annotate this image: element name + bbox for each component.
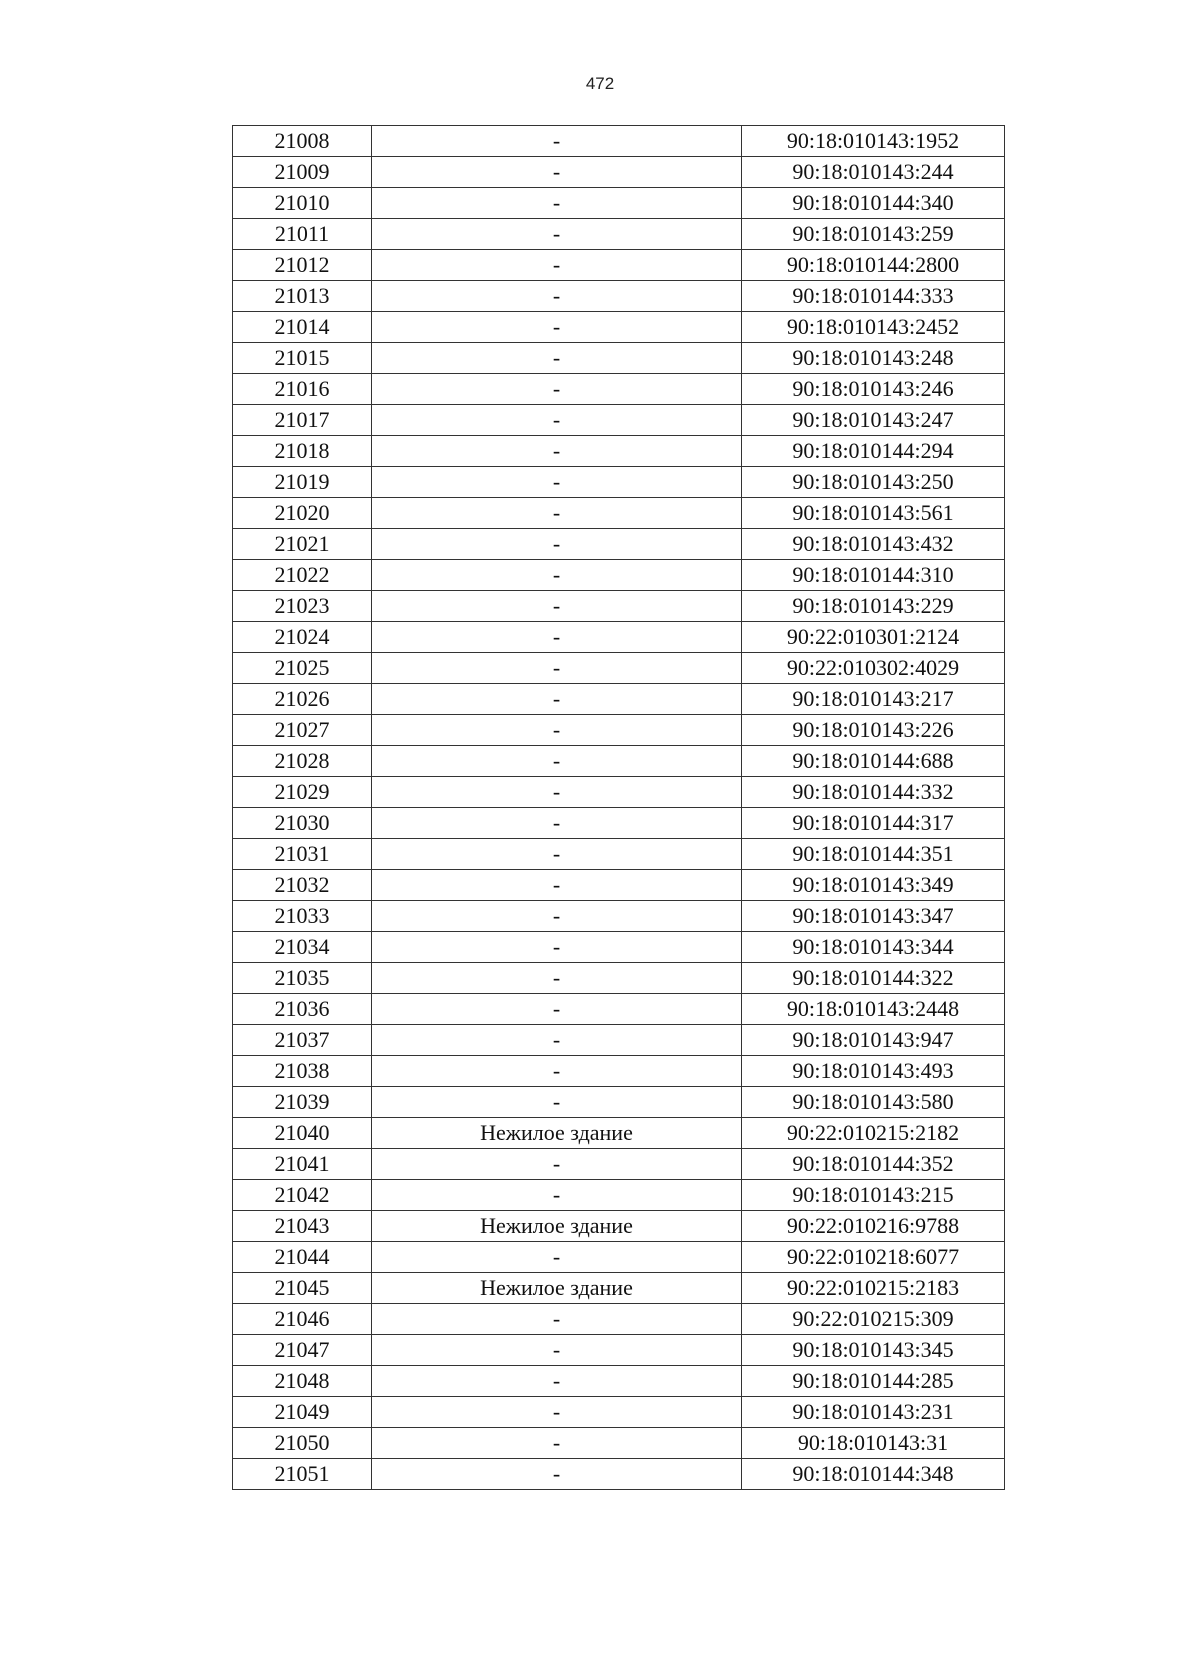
table-row <box>233 250 1005 281</box>
object-type-cell: - <box>372 746 742 777</box>
row-number-cell: 21014 <box>233 312 372 343</box>
cadastral-number-cell: 90:18:010143:247 <box>742 405 1005 436</box>
object-type-cell: - <box>372 250 742 281</box>
table-row <box>233 1242 1005 1273</box>
table-row <box>233 157 1005 188</box>
cadastral-number-cell: 90:18:010144:332 <box>742 777 1005 808</box>
object-type-cell: - <box>372 1428 742 1459</box>
table-row <box>233 1180 1005 1211</box>
object-type-cell: Нежилое здание <box>372 1211 742 1242</box>
cadastral-number-cell: 90:18:010144:322 <box>742 963 1005 994</box>
row-number-cell: 21030 <box>233 808 372 839</box>
cadastral-number-cell: 90:18:010144:348 <box>742 1459 1005 1490</box>
row-number-cell: 21008 <box>233 126 372 157</box>
row-number-cell: 21016 <box>233 374 372 405</box>
table-row <box>233 808 1005 839</box>
object-type-cell: - <box>372 994 742 1025</box>
cadastral-number-cell: 90:18:010143:947 <box>742 1025 1005 1056</box>
row-number-cell: 21039 <box>233 1087 372 1118</box>
table-row <box>233 684 1005 715</box>
cadastral-number-cell: 90:18:010144:285 <box>742 1366 1005 1397</box>
row-number-cell: 21038 <box>233 1056 372 1087</box>
row-number-cell: 21009 <box>233 157 372 188</box>
object-type-cell: - <box>372 1366 742 1397</box>
object-type-cell: - <box>372 1304 742 1335</box>
object-type-cell: - <box>372 1087 742 1118</box>
table-row <box>233 1366 1005 1397</box>
row-number-cell: 21021 <box>233 529 372 560</box>
object-type-cell: - <box>372 870 742 901</box>
table-row <box>233 777 1005 808</box>
table-row <box>233 963 1005 994</box>
row-number-cell: 21013 <box>233 281 372 312</box>
object-type-cell: - <box>372 1335 742 1366</box>
object-type-cell: - <box>372 312 742 343</box>
row-number-cell: 21042 <box>233 1180 372 1211</box>
object-type-cell: - <box>372 281 742 312</box>
cadastral-number-cell: 90:18:010143:31 <box>742 1428 1005 1459</box>
object-type-cell: - <box>372 405 742 436</box>
cadastral-number-cell: 90:18:010144:688 <box>742 746 1005 777</box>
object-type-cell: - <box>372 436 742 467</box>
table-row <box>233 126 1005 157</box>
object-type-cell: - <box>372 157 742 188</box>
cadastral-number-cell: 90:18:010143:580 <box>742 1087 1005 1118</box>
object-type-cell: - <box>372 219 742 250</box>
object-type-cell: - <box>372 777 742 808</box>
row-number-cell: 21033 <box>233 901 372 932</box>
row-number-cell: 21024 <box>233 622 372 653</box>
table-row <box>233 436 1005 467</box>
object-type-cell: - <box>372 1180 742 1211</box>
object-type-cell: Нежилое здание <box>372 1273 742 1304</box>
object-type-cell: - <box>372 901 742 932</box>
row-number-cell: 21012 <box>233 250 372 281</box>
row-number-cell: 21023 <box>233 591 372 622</box>
row-number-cell: 21031 <box>233 839 372 870</box>
cadastral-number-cell: 90:18:010143:344 <box>742 932 1005 963</box>
table-row <box>233 901 1005 932</box>
row-number-cell: 21028 <box>233 746 372 777</box>
cadastral-number-cell: 90:18:010144:351 <box>742 839 1005 870</box>
table-row <box>233 374 1005 405</box>
row-number-cell: 21035 <box>233 963 372 994</box>
row-number-cell: 21020 <box>233 498 372 529</box>
table-row <box>233 405 1005 436</box>
row-number-cell: 21040 <box>233 1118 372 1149</box>
row-number-cell: 21015 <box>233 343 372 374</box>
table-row <box>233 498 1005 529</box>
object-type-cell: - <box>372 1459 742 1490</box>
table-row <box>233 839 1005 870</box>
table-row <box>233 312 1005 343</box>
row-number-cell: 21045 <box>233 1273 372 1304</box>
cadastral-number-cell: 90:18:010143:1952 <box>742 126 1005 157</box>
table-row <box>233 343 1005 374</box>
cadastral-number-cell: 90:22:010215:2182 <box>742 1118 1005 1149</box>
table-row <box>233 932 1005 963</box>
row-number-cell: 21048 <box>233 1366 372 1397</box>
table-row <box>233 467 1005 498</box>
row-number-cell: 21036 <box>233 994 372 1025</box>
cadastral-number-cell: 90:18:010143:215 <box>742 1180 1005 1211</box>
table-row <box>233 1056 1005 1087</box>
cadastral-number-cell: 90:18:010144:317 <box>742 808 1005 839</box>
table-row <box>233 188 1005 219</box>
cadastral-number-cell: 90:18:010143:246 <box>742 374 1005 405</box>
cadastral-number-cell: 90:18:010143:493 <box>742 1056 1005 1087</box>
row-number-cell: 21017 <box>233 405 372 436</box>
cadastral-number-cell: 90:18:010144:2800 <box>742 250 1005 281</box>
table-row <box>233 281 1005 312</box>
table-row <box>233 715 1005 746</box>
table-row <box>233 653 1005 684</box>
cadastral-number-cell: 90:22:010218:6077 <box>742 1242 1005 1273</box>
object-type-cell: - <box>372 343 742 374</box>
object-type-cell: - <box>372 188 742 219</box>
object-type-cell: - <box>372 653 742 684</box>
object-type-cell: - <box>372 529 742 560</box>
object-type-cell: - <box>372 839 742 870</box>
registry-table <box>232 125 1005 1490</box>
object-type-cell: - <box>372 684 742 715</box>
cadastral-number-cell: 90:18:010143:229 <box>742 591 1005 622</box>
row-number-cell: 21037 <box>233 1025 372 1056</box>
cadastral-number-cell: 90:18:010143:231 <box>742 1397 1005 1428</box>
object-type-cell: - <box>372 1242 742 1273</box>
cadastral-number-cell: 90:22:010216:9788 <box>742 1211 1005 1242</box>
row-number-cell: 21049 <box>233 1397 372 1428</box>
cadastral-number-cell: 90:18:010143:345 <box>742 1335 1005 1366</box>
cadastral-number-cell: 90:18:010143:248 <box>742 343 1005 374</box>
object-type-cell: - <box>372 1149 742 1180</box>
object-type-cell: - <box>372 963 742 994</box>
table-row <box>233 1211 1005 1242</box>
table-row <box>233 870 1005 901</box>
cadastral-number-cell: 90:22:010302:4029 <box>742 653 1005 684</box>
row-number-cell: 21044 <box>233 1242 372 1273</box>
cadastral-number-cell: 90:18:010144:294 <box>742 436 1005 467</box>
row-number-cell: 21018 <box>233 436 372 467</box>
cadastral-number-cell: 90:18:010144:352 <box>742 1149 1005 1180</box>
row-number-cell: 21046 <box>233 1304 372 1335</box>
table-row <box>233 1149 1005 1180</box>
cadastral-number-cell: 90:18:010144:310 <box>742 560 1005 591</box>
table-row <box>233 219 1005 250</box>
cadastral-number-cell: 90:18:010143:2448 <box>742 994 1005 1025</box>
object-type-cell: - <box>372 374 742 405</box>
row-number-cell: 21043 <box>233 1211 372 1242</box>
row-number-cell: 21047 <box>233 1335 372 1366</box>
cadastral-number-cell: 90:18:010143:259 <box>742 219 1005 250</box>
table-row <box>233 1025 1005 1056</box>
object-type-cell: Нежилое здание <box>372 1118 742 1149</box>
row-number-cell: 21050 <box>233 1428 372 1459</box>
row-number-cell: 21034 <box>233 932 372 963</box>
row-number-cell: 21027 <box>233 715 372 746</box>
object-type-cell: - <box>372 622 742 653</box>
object-type-cell: - <box>372 467 742 498</box>
row-number-cell: 21010 <box>233 188 372 219</box>
object-type-cell: - <box>372 932 742 963</box>
table-row <box>233 622 1005 653</box>
object-type-cell: - <box>372 808 742 839</box>
cadastral-number-cell: 90:18:010144:340 <box>742 188 1005 219</box>
row-number-cell: 21041 <box>233 1149 372 1180</box>
table-row <box>233 994 1005 1025</box>
page-number: 472 <box>585 74 615 93</box>
table-row <box>233 1428 1005 1459</box>
cadastral-number-cell: 90:18:010143:347 <box>742 901 1005 932</box>
object-type-cell: - <box>372 715 742 746</box>
row-number-cell: 21051 <box>233 1459 372 1490</box>
table-row <box>233 746 1005 777</box>
cadastral-number-cell: 90:18:010143:244 <box>742 157 1005 188</box>
object-type-cell: - <box>372 1025 742 1056</box>
table-row <box>233 1087 1005 1118</box>
table-row <box>233 1118 1005 1149</box>
cadastral-number-cell: 90:18:010143:250 <box>742 467 1005 498</box>
row-number-cell: 21032 <box>233 870 372 901</box>
table-row <box>233 1304 1005 1335</box>
row-number-cell: 21026 <box>233 684 372 715</box>
table-row <box>233 1273 1005 1304</box>
cadastral-number-cell: 90:22:010215:2183 <box>742 1273 1005 1304</box>
cadastral-number-cell: 90:22:010215:309 <box>742 1304 1005 1335</box>
object-type-cell: - <box>372 498 742 529</box>
cadastral-number-cell: 90:18:010143:226 <box>742 715 1005 746</box>
object-type-cell: - <box>372 591 742 622</box>
cadastral-number-cell: 90:18:010143:2452 <box>742 312 1005 343</box>
cadastral-number-cell: 90:22:010301:2124 <box>742 622 1005 653</box>
row-number-cell: 21025 <box>233 653 372 684</box>
object-type-cell: - <box>372 126 742 157</box>
row-number-cell: 21022 <box>233 560 372 591</box>
table-row <box>233 560 1005 591</box>
row-number-cell: 21029 <box>233 777 372 808</box>
object-type-cell: - <box>372 1397 742 1428</box>
row-number-cell: 21011 <box>233 219 372 250</box>
table-row <box>233 1397 1005 1428</box>
row-number-cell: 21019 <box>233 467 372 498</box>
cadastral-number-cell: 90:18:010143:561 <box>742 498 1005 529</box>
object-type-cell: - <box>372 1056 742 1087</box>
table-row <box>233 591 1005 622</box>
object-type-cell: - <box>372 560 742 591</box>
cadastral-number-cell: 90:18:010143:349 <box>742 870 1005 901</box>
cadastral-number-cell: 90:18:010144:333 <box>742 281 1005 312</box>
table-row <box>233 1335 1005 1366</box>
table-body <box>233 126 1005 1490</box>
cadastral-number-cell: 90:18:010143:432 <box>742 529 1005 560</box>
cadastral-number-cell: 90:18:010143:217 <box>742 684 1005 715</box>
table-row <box>233 1459 1005 1490</box>
table-row <box>233 529 1005 560</box>
